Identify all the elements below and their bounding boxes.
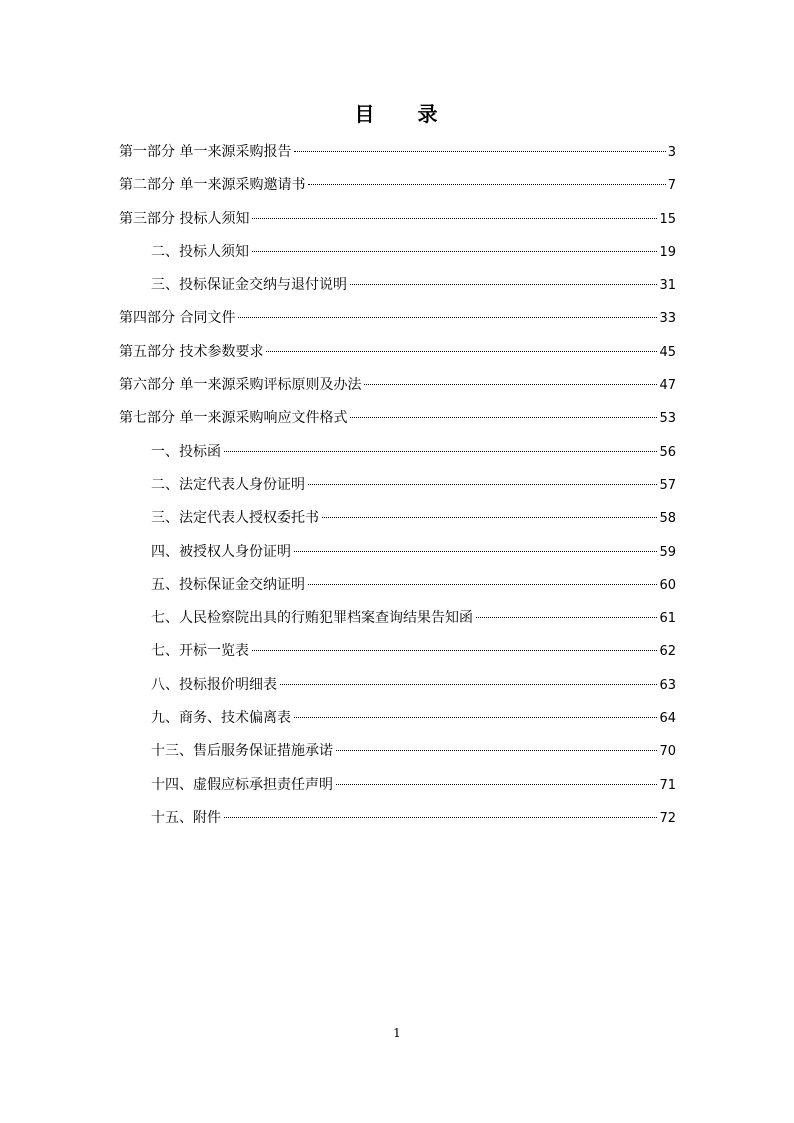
toc-dot-leader <box>364 384 657 385</box>
toc-entry[interactable] <box>119 306 676 339</box>
toc-entry-page: 60 <box>659 577 676 593</box>
toc-dot-leader <box>476 617 657 618</box>
toc-entry[interactable] <box>119 440 676 473</box>
toc-entry[interactable] <box>119 273 676 306</box>
toc-dot-leader <box>336 750 657 751</box>
toc-entry-label: 十五、附件 <box>151 809 221 826</box>
toc-entry-page: 47 <box>659 378 676 394</box>
toc-entry[interactable] <box>119 639 676 672</box>
toc-entry-label: 十四、虚假应标承担责任声明 <box>151 776 333 793</box>
toc-entry[interactable] <box>119 340 676 373</box>
toc-dot-leader <box>308 484 657 485</box>
toc-entry-page: 70 <box>659 744 676 760</box>
toc-entry-page: 7 <box>667 178 676 194</box>
toc-entry-page: 64 <box>659 711 676 727</box>
toc-entry-label: 十三、售后服务保证措施承诺 <box>151 743 333 760</box>
toc-dot-leader <box>308 584 657 585</box>
toc-entry-page: 62 <box>659 644 676 660</box>
toc-entry-label: 五、投标保证金交纳证明 <box>151 576 305 593</box>
toc-dot-leader <box>252 650 657 651</box>
toc-entry[interactable] <box>119 373 676 406</box>
toc-entry[interactable] <box>119 606 676 639</box>
toc-dot-leader <box>294 551 657 552</box>
toc-entry-page: 3 <box>667 145 676 160</box>
toc-dot-leader <box>224 451 657 452</box>
toc-entry-label: 一、投标函 <box>151 443 221 460</box>
toc-entry-label: 第一部分 单一来源采购报告 <box>119 144 292 160</box>
toc-entry-label: 九、商务、技术偏离表 <box>151 710 291 727</box>
toc-entry-page: 57 <box>659 477 676 493</box>
toc-entry-page: 71 <box>659 777 676 793</box>
toc-entry[interactable] <box>119 406 676 439</box>
toc-dot-leader <box>350 284 657 285</box>
toc-entry-page: 33 <box>659 311 676 327</box>
toc-entry-page: 63 <box>659 677 676 693</box>
toc-entry[interactable] <box>119 773 676 806</box>
toc-entry-label: 七、人民检察院出具的行贿犯罪档案查询结果告知函 <box>151 610 473 627</box>
toc-entry[interactable] <box>119 540 676 573</box>
toc-entry-label: 第二部分 单一来源采购邀请书 <box>119 177 306 194</box>
toc-entry-page: 59 <box>659 544 676 560</box>
toc-dot-leader <box>308 184 665 185</box>
toc-entry-label: 二、法定代表人身份证明 <box>151 476 305 493</box>
toc-dot-leader <box>280 684 657 685</box>
toc-entry[interactable] <box>119 706 676 739</box>
toc-entry-page: 15 <box>659 211 676 227</box>
toc-entry-label: 三、投标保证金交纳与退付说明 <box>151 277 347 294</box>
toc-dot-leader <box>266 351 657 352</box>
toc-entry-label: 第四部分 合同文件 <box>119 310 236 327</box>
toc-dot-leader <box>252 218 657 219</box>
toc-entry[interactable] <box>119 806 676 839</box>
toc-dot-leader <box>238 317 657 318</box>
toc-dot-leader <box>336 784 657 785</box>
toc-entry-label: 三、法定代表人授权委托书 <box>151 510 319 527</box>
toc-dot-leader <box>224 817 657 818</box>
toc-entry-page: 72 <box>659 810 676 826</box>
toc-dot-leader <box>294 717 657 718</box>
toc-entry[interactable] <box>119 207 676 240</box>
toc-entry[interactable] <box>119 739 676 772</box>
toc-entry-label: 八、投标报价明细表 <box>151 676 277 693</box>
toc-entry-page: 56 <box>659 444 676 460</box>
toc-entry-page: 58 <box>659 511 676 527</box>
toc-entry-label: 四、被授权人身份证明 <box>151 543 291 560</box>
toc-dot-leader <box>322 517 657 518</box>
toc-entry[interactable] <box>119 140 676 173</box>
toc-entry-label: 第三部分 投标人须知 <box>119 210 250 227</box>
toc-entry[interactable] <box>119 240 676 273</box>
toc-dot-leader <box>252 251 657 252</box>
toc-title: 目 录 <box>354 102 456 126</box>
toc-entry-page: 45 <box>659 344 676 360</box>
page-number: 1 <box>393 1026 401 1040</box>
toc-entry[interactable] <box>119 506 676 539</box>
table-of-contents <box>119 140 676 839</box>
toc-dot-leader <box>350 417 657 418</box>
toc-entry-page: 53 <box>659 411 676 427</box>
toc-entry-label: 七、开标一览表 <box>151 643 249 660</box>
toc-entry-page: 31 <box>659 278 676 294</box>
toc-entry-label: 第五部分 技术参数要求 <box>119 343 264 360</box>
toc-entry-label: 第七部分 单一来源采购响应文件格式 <box>119 410 348 427</box>
toc-entry-page: 19 <box>659 244 676 260</box>
toc-entry[interactable] <box>119 673 676 706</box>
toc-dot-leader <box>294 151 665 152</box>
toc-entry[interactable] <box>119 173 676 206</box>
toc-entry-label: 二、投标人须知 <box>151 243 249 260</box>
toc-entry[interactable] <box>119 473 676 506</box>
toc-entry-label: 第六部分 单一来源采购评标原则及办法 <box>119 377 362 394</box>
toc-entry[interactable] <box>119 573 676 606</box>
toc-entry-page: 61 <box>659 611 676 627</box>
